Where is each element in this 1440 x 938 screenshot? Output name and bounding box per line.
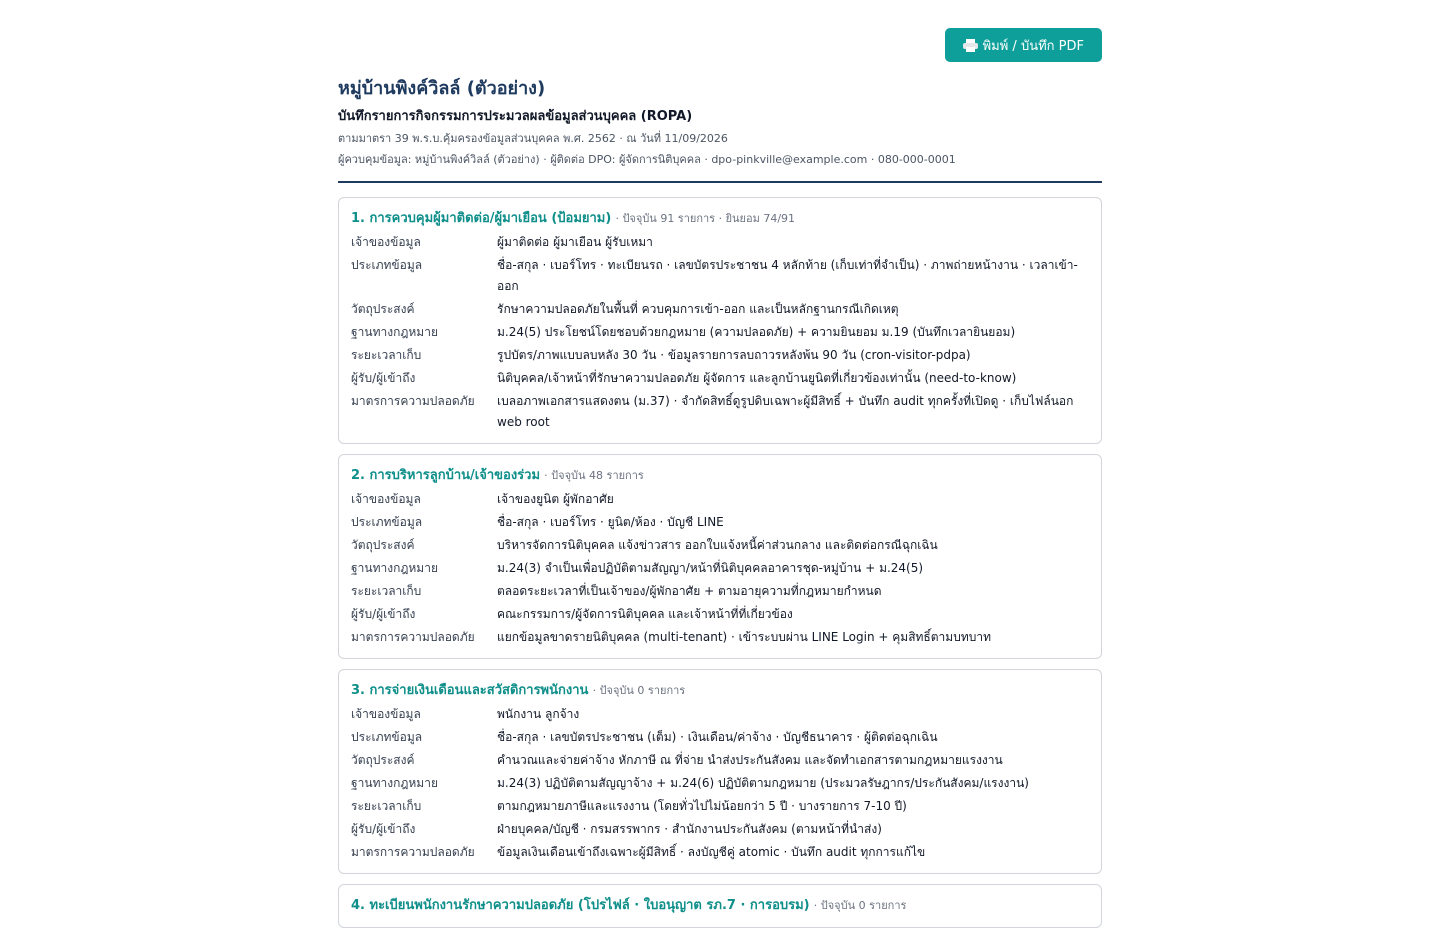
field-label: วัตถุประสงค์	[351, 302, 415, 316]
field-row	[351, 368, 1089, 389]
field-value: นิติบุคคล/เจ้าหน้าที่รักษาความปลอดภัย ผู้จัดการ และลูกบ้านยูนิตที่เกี่ยวข้องเท่านั้น (need-to-know)	[497, 371, 1017, 385]
field-value: ม.24(3) ปฏิบัติตามสัญญาจ้าง + ม.24(6) ปฏิบัติตามกฎหมาย (ประมวลรัษฎากร/ประกันสังคม/แรงงาน)	[497, 776, 1029, 790]
field-row	[351, 232, 1089, 253]
field-row	[351, 581, 1089, 602]
document-header	[338, 78, 1102, 169]
field-label: ฐานทางกฎหมาย	[351, 776, 438, 790]
field-value: คณะกรรมการ/ผู้จัดการนิติบุคคล และเจ้าหน้าที่ที่เกี่ยวข้อง	[497, 607, 793, 621]
field-row	[351, 750, 1089, 771]
activity-section	[338, 669, 1102, 874]
activity-section	[338, 884, 1102, 928]
printer-icon	[963, 39, 978, 52]
section-header	[351, 680, 1089, 702]
field-value: แยกข้อมูลขาดรายนิติบุคคล (multi-tenant) · เข้าระบบผ่าน LINE Login + คุมสิทธิ์ตามบทบาท	[497, 630, 991, 644]
field-label: มาตรการความปลอดภัย	[351, 394, 475, 408]
field-value: เจ้าของยูนิต ผู้พักอาศัย	[497, 492, 614, 506]
field-row	[351, 842, 1089, 863]
field-row	[351, 627, 1089, 648]
field-row	[351, 773, 1089, 794]
field-value: ข้อมูลเงินเดือนเข้าถึงเฉพาะผู้มีสิทธิ์ · ลงบัญชีคู่ atomic · บันทึก audit ทุกการแก้ไข	[497, 845, 926, 859]
legal-reference: ตามมาตรา 39 พ.ร.บ.คุ้มครองข้อมูลส่วนบุคคล พ.ศ. 2562 · ณ วันที่ 11/09/2026	[338, 132, 728, 145]
field-row	[351, 299, 1089, 320]
field-value: เบลอภาพเอกสารแสดงตน (ม.37) · จำกัดสิทธิ์ดูรูปดิบเฉพาะผู้มีสิทธิ์ + บันทึก audit ทุกครั้งที่เปิดดู · เก็บไฟล์นอก web root	[497, 394, 1074, 429]
field-value: รักษาความปลอดภัยในพื้นที่ ควบคุมการเข้า-ออก และเป็นหลักฐานกรณีเกิดเหตุ	[497, 302, 899, 316]
section-title: 1. การควบคุมผู้มาติดต่อ/ผู้มาเยือน (ป้อมยาม)	[351, 211, 612, 226]
section-count: · ปัจจุบัน 91 รายการ · ยินยอม 74/91	[615, 212, 796, 225]
field-value: ม.24(3) จำเป็นเพื่อปฏิบัติตามสัญญา/หน้าที่นิติบุคคลอาคารชุด-หมู่บ้าน + ม.24(5)	[497, 561, 924, 575]
field-value: รูปบัตร/ภาพแบบลบหลัง 30 วัน · ข้อมูลรายการลบถาวรหลังพ้น 90 วัน (cron-visitor-pdpa)	[497, 348, 971, 362]
field-row	[351, 727, 1089, 748]
field-value: ผู้มาติดต่อ ผู้มาเยือน ผู้รับเหมา	[497, 235, 653, 249]
field-value: ชื่อ-สกุล · เบอร์โทร · ยูนิต/ห้อง · บัญชี LINE	[497, 515, 724, 529]
field-label: ประเภทข้อมูล	[351, 258, 423, 272]
field-row	[351, 345, 1089, 366]
print-pdf-button[interactable]	[945, 28, 1102, 62]
section-title: 3. การจ่ายเงินเดือนและสวัสดิการพนักงาน	[351, 683, 589, 698]
field-value: ฝ่ายบุคคล/บัญชี · กรมสรรพากร · สำนักงานประกันสังคม (ตามหน้าที่นำส่ง)	[497, 822, 882, 836]
field-value: ชื่อ-สกุล · เลขบัตรประชาชน (เต็ม) · เงินเดือน/ค่าจ้าง · บัญชีธนาคาร · ผู้ติดต่อฉุกเฉิน	[497, 730, 938, 744]
activity-section	[338, 454, 1102, 659]
field-value: ตลอดระยะเวลาที่เป็นเจ้าของ/ผู้พักอาศัย + ตามอายุความที่กฎหมายกำหนด	[497, 584, 882, 598]
section-count: · ปัจจุบัน 48 รายการ	[544, 469, 644, 482]
section-title: 4. ทะเบียนพนักงานรักษาความปลอดภัย (โปรไฟล์ · ใบอนุญาต รภ.7 · การอบรม)	[351, 898, 810, 913]
section-count: · ปัจจุบัน 0 รายการ	[813, 899, 907, 912]
activity-section	[338, 197, 1102, 444]
field-value: พนักงาน ลูกจ้าง	[497, 707, 580, 721]
field-value: คำนวณและจ่ายค่าจ้าง หักภาษี ณ ที่จ่าย นำส่งประกันสังคม และจัดทำเอกสารตามกฎหมายแรงงาน	[497, 753, 1003, 767]
field-label: ประเภทข้อมูล	[351, 515, 423, 529]
field-row	[351, 558, 1089, 579]
section-count: · ปัจจุบัน 0 รายการ	[592, 684, 686, 697]
field-label: เจ้าของข้อมูล	[351, 492, 421, 506]
section-header	[351, 895, 1089, 917]
document-title: บันทึกรายการกิจกรรมการประมวลผลข้อมูลส่วนบุคคล (ROPA)	[338, 109, 693, 124]
field-label: เจ้าของข้อมูล	[351, 235, 421, 249]
field-value: บริหารจัดการนิติบุคคล แจ้งข่าวสาร ออกใบแจ้งหนี้ค่าส่วนกลาง และติดต่อกรณีฉุกเฉิน	[497, 538, 938, 552]
field-row	[351, 796, 1089, 817]
field-label: ระยะเวลาเก็บ	[351, 799, 422, 813]
print-button-label: พิมพ์ / บันทึก PDF	[982, 38, 1084, 54]
field-label: ฐานทางกฎหมาย	[351, 561, 438, 575]
section-title: 2. การบริหารลูกบ้าน/เจ้าของร่วม	[351, 468, 541, 483]
field-row	[351, 535, 1089, 556]
toolbar	[338, 28, 1102, 56]
field-label: วัตถุประสงค์	[351, 538, 415, 552]
field-value: ตามกฎหมายภาษีและแรงงาน (โดยทั่วไปไม่น้อยกว่า 5 ปี · บางรายการ 7-10 ปี)	[497, 799, 907, 813]
activity-sections	[338, 197, 1102, 928]
field-label: ผู้รับ/ผู้เข้าถึง	[351, 607, 416, 621]
field-row	[351, 489, 1089, 510]
field-row	[351, 704, 1089, 725]
field-row	[351, 604, 1089, 625]
field-label: ระยะเวลาเก็บ	[351, 348, 422, 362]
field-row	[351, 391, 1089, 433]
field-row	[351, 255, 1089, 297]
field-label: ผู้รับ/ผู้เข้าถึง	[351, 822, 416, 836]
field-value: ชื่อ-สกุล · เบอร์โทร · ทะเบียนรถ · เลขบัตรประชาชน 4 หลักท้าย (เก็บเท่าที่จำเป็น) · ภาพถ่ายหน้างาน · เวลาเข้า-ออก	[497, 258, 1078, 293]
field-row	[351, 512, 1089, 533]
field-label: ฐานทางกฎหมาย	[351, 325, 438, 339]
field-label: วัตถุประสงค์	[351, 753, 415, 767]
section-header	[351, 465, 1089, 487]
field-label: ผู้รับ/ผู้เข้าถึง	[351, 371, 416, 385]
field-label: เจ้าของข้อมูล	[351, 707, 421, 721]
field-label: มาตรการความปลอดภัย	[351, 845, 475, 859]
field-value: ม.24(5) ประโยชน์โดยชอบด้วยกฎหมาย (ความปลอดภัย) + ความยินยอม ม.19 (บันทึกเวลายินยอม)	[497, 325, 1016, 339]
controller-contact: ผู้ควบคุมข้อมูล: หมู่บ้านพิงค์วิลล์ (ตัวอย่าง) · ผู้ติดต่อ DPO: ผู้จัดการนิติบุคคล · dpo-pinkville@example.com · 080-000-0001	[338, 153, 956, 166]
field-row	[351, 322, 1089, 343]
field-label: ประเภทข้อมูล	[351, 730, 423, 744]
header-divider	[338, 181, 1102, 183]
field-row	[351, 819, 1089, 840]
field-label: มาตรการความปลอดภัย	[351, 630, 475, 644]
org-title: หมู่บ้านพิงค์วิลล์ (ตัวอย่าง)	[338, 78, 546, 99]
ropa-page	[338, 0, 1102, 938]
section-header	[351, 208, 1089, 230]
field-label: ระยะเวลาเก็บ	[351, 584, 422, 598]
